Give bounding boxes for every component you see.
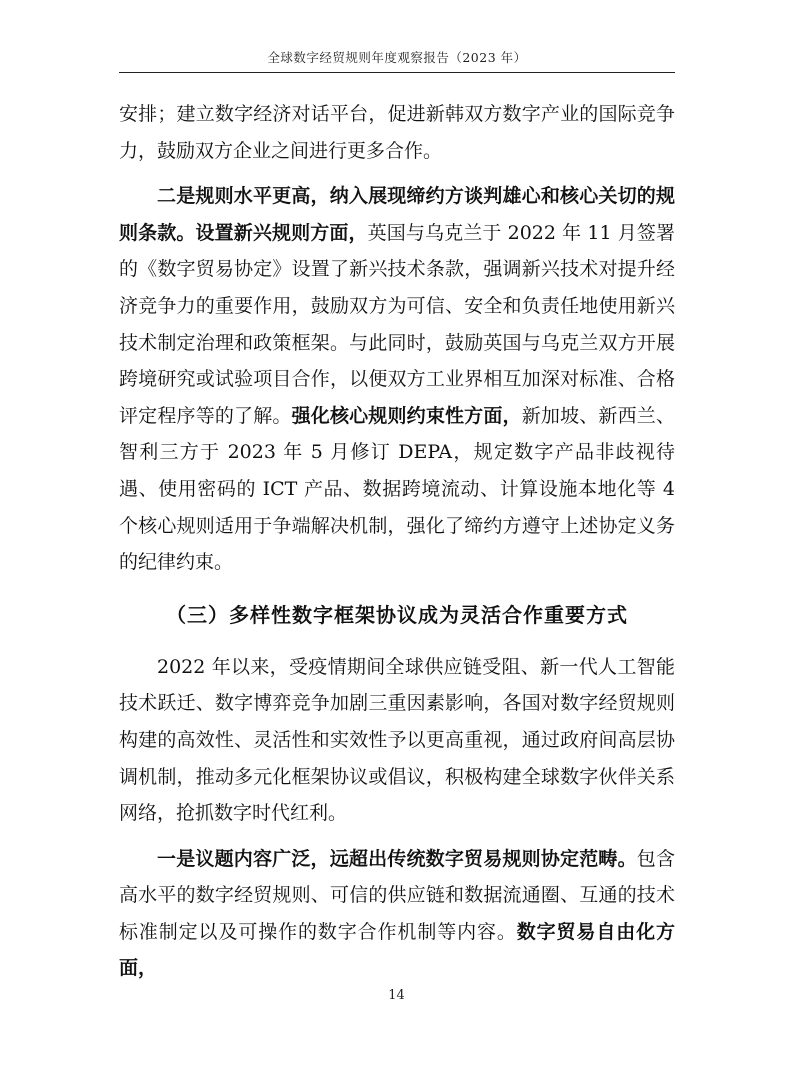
paragraph-text: 包含高水平的数字经贸规则、可信的供应链和数据流通圈、互通的技术标准制定以及可操作的数字合作机制等内容。 [119, 847, 675, 943]
paragraph-lead-bold: 一是议题内容广泛，远超出传统数字贸易规则协定范畴。 [157, 847, 637, 870]
section-heading: （三）多样性数字框架协议成为灵活合作重要方式 [166, 602, 628, 627]
paragraph-continuation: 安排；建立数字经济对话平台，促进新韩双方数字产业的国际竞争力，鼓励双方企业之间进行更多合作。 [119, 103, 675, 162]
header-divider [119, 72, 675, 73]
paragraph-tail-bold: 数字贸易自由化方面， [119, 920, 675, 980]
page-number: 14 [388, 988, 405, 1003]
running-header-title: 全球数字经贸规则年度观察报告（2023 年） [267, 50, 527, 65]
document-body [119, 96, 675, 987]
paragraph-intro: 2022 年以来，受疫情期间全球供应链受阻、新一代人工智能技术跃迁、数字博弈竞争加剧三重因素影响，各国对数字经贸规则构建的高效性、灵活性和实效性予以更高重视，通过政府间高层协调机制，推动多元化框架协议或倡议，积极构建全球数字伙伴关系网络，抢抓数字时代红利。 [119, 655, 675, 825]
paragraph-text: 新加坡、新西兰、智利三方于 2023 年 5 月修订 DEPA，规定数字产品非歧视待遇、使用密码的 ICT 产品、数据跨境流动、计算设施本地化等 4 个核心规则适用于争端解决机制，强化了缔约方遵守上述协定义务的纪律约束。 [119, 404, 675, 574]
paragraph-topics [119, 841, 675, 987]
paragraph-inline-bold: 强化核心规则约束性方面， [291, 404, 522, 427]
paragraph-lead-bold: 二是规则水平更高，纳入展现缔约方谈判雄心和核心关切的规则条款。设置新兴规则方面， [119, 185, 675, 244]
paragraph-text: 英国与乌克兰于 2022 年 11 月签署的《数字贸易协定》设置了新兴技术条款，强调新兴技术对提升经济竞争力的重要作用，鼓励双方为可信、安全和负责任地使用新兴技术制定治理和政策框架。与此同时，鼓励英国与乌克兰双方开展跨境研究或试验项目合作，以便双方工业界相互加深对标准、合格评定程序等的了解。 [119, 221, 675, 427]
paragraph-rule-level [119, 178, 675, 581]
